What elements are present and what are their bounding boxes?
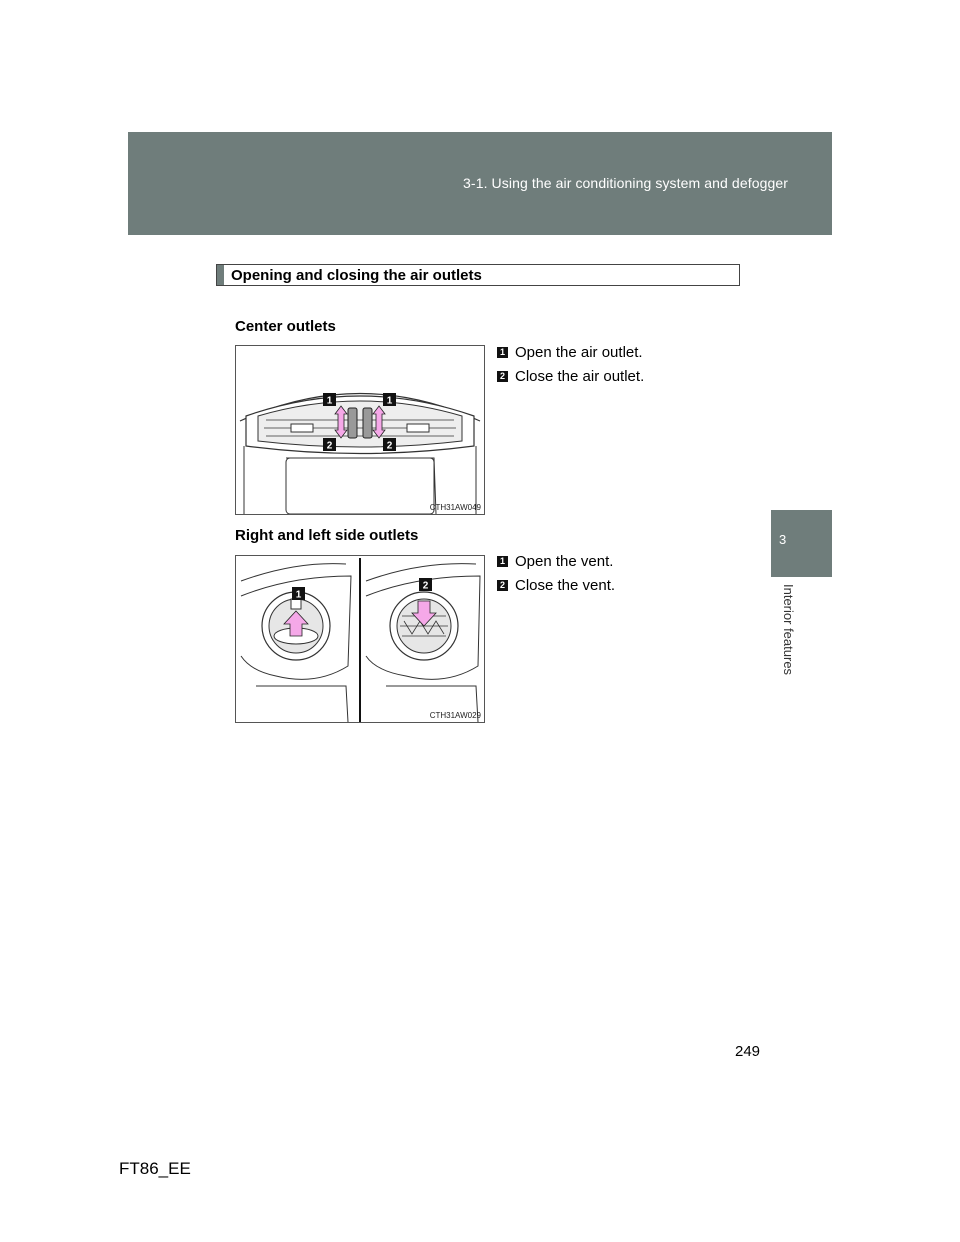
legend-text: Close the vent. xyxy=(515,577,616,594)
legend-number-badge: 1 xyxy=(497,347,508,358)
section-heading-box xyxy=(216,264,740,286)
legend-text: Open the air outlet. xyxy=(515,344,643,361)
chapter-label-container xyxy=(778,584,798,694)
center-legend-item-2 xyxy=(497,368,644,385)
legend-text: Close the air outlet. xyxy=(515,368,645,385)
chapter-number: 3 xyxy=(779,532,787,547)
svg-text:1: 1 xyxy=(386,395,393,407)
side-outlets-figure xyxy=(235,555,485,723)
svg-text:2: 2 xyxy=(422,580,429,592)
section-heading-bar xyxy=(217,265,224,285)
svg-text:1: 1 xyxy=(295,589,302,601)
svg-text:1: 1 xyxy=(326,395,333,407)
legend-text: Open the vent. xyxy=(515,553,614,570)
center-legend-item-1 xyxy=(497,344,643,361)
side-outlets-illustration xyxy=(236,556,484,722)
center-outlets-subheading: Center outlets xyxy=(235,318,336,335)
page-number: 249 xyxy=(735,1043,761,1060)
section-heading: Opening and closing the air outlets xyxy=(231,267,482,284)
side-figure-code: CTH31AW029 xyxy=(429,711,481,720)
svg-text:2: 2 xyxy=(326,440,333,452)
side-legend-item-2 xyxy=(497,577,615,594)
center-figure-code: CTH31AW049 xyxy=(429,503,481,512)
document-code: FT86_EE xyxy=(119,1159,191,1178)
chapter-label: Interior features xyxy=(781,584,796,676)
legend-number-badge: 2 xyxy=(497,371,508,382)
header-band xyxy=(128,132,832,235)
center-outlets-illustration xyxy=(236,346,484,514)
legend-number-badge: 1 xyxy=(497,556,508,567)
side-outlets-subheading: Right and left side outlets xyxy=(235,527,419,544)
svg-text:2: 2 xyxy=(386,440,393,452)
center-outlets-figure xyxy=(235,345,485,515)
side-legend-item-1 xyxy=(497,553,613,570)
legend-number-badge: 2 xyxy=(497,580,508,591)
section-title: 3-1. Using the air conditioning system and defogger xyxy=(463,175,788,191)
